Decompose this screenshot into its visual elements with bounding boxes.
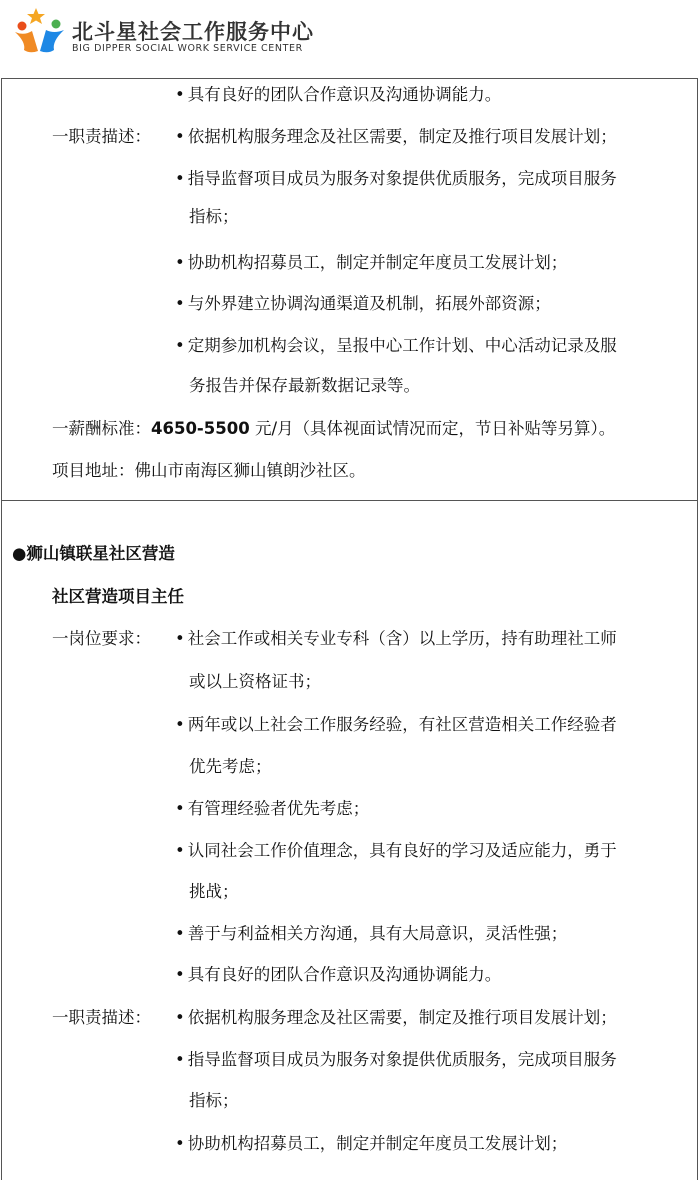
requirement-item: • 有管理经验者优先考虑； [175, 799, 369, 819]
duty-item: • 依据机构服务理念及社区需要，制定及推行项目发展计划； [175, 1008, 617, 1028]
duty-item: • 指导监督项目成员为服务对象提供优质服务，完成项目服务 [175, 1050, 617, 1070]
org-name: 北斗星社会工作服务中心 [72, 20, 314, 44]
requirement-item: • 具有良好的团队合作意识及沟通协调能力。 [175, 85, 501, 105]
duty-item: • 协助机构招募员工，制定并制定年度员工发展计划； [175, 1134, 567, 1154]
requirement-label: 一岗位要求： [52, 629, 151, 648]
duty-item: • 协助机构招募员工，制定并制定年度员工发展计划； [175, 253, 567, 273]
section-title: ●狮山镇联星社区营造 [12, 544, 175, 563]
job-block-1 [1, 78, 698, 501]
duty-item-cont: 务报告并保存最新数据记录等。 [189, 376, 420, 395]
requirement-item-cont: 挑战； [189, 882, 239, 901]
header [0, 0, 700, 78]
duty-item-cont: 指标； [189, 207, 239, 226]
requirement-item: • 社会工作或相关专业专科（含）以上学历，持有助理社工师 [175, 629, 617, 649]
duty-item-cont: 指标； [189, 1091, 239, 1110]
salary-label: 一薪酬标准： [52, 419, 151, 438]
duty-item: • 定期参加机构会议，呈报中心工作计划、中心活动记录及服 [175, 336, 617, 356]
duty-label: 一职责描述： [52, 127, 151, 146]
requirement-item: • 善于与利益相关方沟通，具有大局意识，灵活性强； [175, 924, 567, 944]
requirement-item: • 认同社会工作价值理念，具有良好的学习及适应能力，勇于 [175, 841, 617, 861]
requirement-item-cont: 或以上资格证书； [189, 672, 321, 691]
position-title: 社区营造项目主任 [52, 587, 184, 606]
salary-amount: 4650-5500 [151, 419, 250, 438]
salary-line [52, 419, 615, 439]
requirement-item-cont: 优先考虑； [189, 757, 272, 776]
project-address: 项目地址：佛山市南海区狮山镇朗沙社区。 [52, 461, 366, 480]
job-block-2 [1, 500, 698, 1180]
org-logo-icon [12, 6, 68, 56]
duty-item: • 依据机构服务理念及社区需要，制定及推行项目发展计划； [175, 127, 617, 147]
org-name-en: BIG DIPPER SOCIAL WORK SERVICE CENTER [72, 43, 303, 54]
duty-label: 一职责描述： [52, 1008, 151, 1027]
requirement-item: • 两年或以上社会工作服务经验，有社区营造相关工作经验者 [175, 715, 617, 735]
duty-item: • 与外界建立协调沟通渠道及机制，拓展外部资源； [175, 294, 551, 314]
salary-rest: 元/月（具体视面试情况而定，节日补贴等另算）。 [254, 419, 616, 438]
duty-item: • 指导监督项目成员为服务对象提供优质服务，完成项目服务 [175, 169, 617, 189]
requirement-item: • 具有良好的团队合作意识及沟通协调能力。 [175, 965, 501, 985]
